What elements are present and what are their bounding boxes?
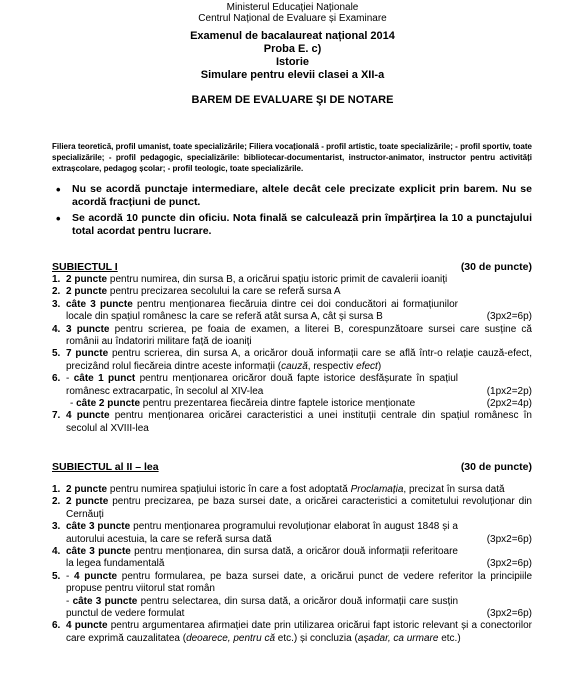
list-item: 5. - 4 puncte pentru formularea, pe baza sursei date, a oricărui punct de vedere referitor la principiile propuse pentru viitorul stat român - câte 3 puncte pentru selectarea, din sursa dată, a oricăror două informații care susțin punctul de vedere formulat (3px2=6p) — [52, 570, 533, 620]
subiect2-title: SUBIECTUL al II – lea — [52, 461, 159, 473]
list-item: 3. câte 3 puncte pentru menționarea fiecăruia dintre cei doi conducători ai formațiunilor locale din spațiul românesc la care se referă atât sursa A, cât și sursa B (3px2=6p) — [52, 298, 532, 323]
item-points: (2px2=4p) — [486, 398, 532, 410]
subiect2-points: (30 de puncte) — [460, 461, 532, 473]
list-item: 2. 2 puncte pentru precizarea, pe baza sursei date, a oricărei caracteristici a comitetului revoluționar din Cernăuți — [52, 496, 532, 520]
item-points: (3px2=6p) — [486, 533, 532, 545]
subiect1-title: SUBIECTUL I — [52, 261, 118, 273]
list-item: 1. 2 puncte pentru numirea spațiului istoric în care a fost adoptată Proclamația, precizat în sursa dată — [52, 484, 505, 495]
proba-title: Proba E. c) — [263, 43, 322, 55]
subiect2-header — [52, 461, 532, 474]
barem-title: BAREM DE EVALUARE ŞI DE NOTARE — [191, 94, 394, 106]
subiect1-items — [52, 274, 532, 435]
center-name: Centrul Național de Evaluare și Examinare — [198, 13, 387, 24]
item-points: (3px2=6p) — [486, 558, 532, 570]
item-points: (1px2=2p) — [486, 385, 532, 397]
ministry-name: Ministerul Educației Naționale — [226, 2, 359, 13]
list-item: 1. 2 puncte pentru numirea, din sursa B, a oricărui spațiu istoric primit de cavalerii ioaniți — [52, 274, 448, 285]
exam-title: Examenul de bacalaureat național 2014 — [190, 30, 395, 42]
subiect1-points: (30 de puncte) — [460, 261, 532, 273]
rule-item: • Nu se acordă punctaje intermediare, altele decât cele precizate explicit prin barem. Nu se acordă fracțiuni de punct. — [52, 183, 532, 209]
sub-item: - câte 2 puncte pentru prezentarea fiecăreia dintre faptele istorice menționate (2px2=4p) — [70, 398, 532, 410]
list-item: 4. câte 3 puncte pentru menționarea, din sursa dată, a oricăror două informații referitoare la legea fundamentală (3px2=6p) — [52, 546, 532, 570]
list-item: 6. 4 puncte pentru argumentarea afirmației date prin utilizarea oricărui fapt istoric relevant și a conectorilor care exprimă cauzalitatea (deoarece, pentru că etc.) și concluzia (așadar, ca urmare etc.) — [52, 620, 532, 644]
subject-title: Istorie — [275, 56, 309, 68]
item-points: (3px2=6p) — [486, 608, 532, 620]
filiera-paragraph: Filiera teoretică, profil umanist, toate specializările; Filiera vocațională - profil artistic, toate specializările; - profil sportiv, toate specializările; - profil pedagogic, specializările: bibliotecar-documentarist, instructor-animator, instructor pentru activități extrașcolare, pedagog școlar; - profil teologic, toate specializările. — [52, 142, 532, 173]
rule-item: • Se acordă 10 puncte din oficiu. Nota finală se calculează prin împărțirea la 10 a punctajului total acordat pentru lucrare. — [52, 212, 532, 238]
sub-item: - 4 puncte pentru formularea, pe baza sursei date, a oricărui punct de vedere referitor la principiile propuse pentru viitorul stat român — [66, 570, 533, 595]
list-item: 2. 2 puncte pentru precizarea secolului la care se referă sursa A — [52, 286, 341, 298]
sub-item: - câte 3 puncte pentru selectarea, din sursa dată, a oricăror două informații care susțin punctul de vedere formulat (3px2=6p) — [66, 595, 532, 620]
subiect1-header — [52, 261, 532, 274]
list-item: 7. 4 puncte pentru menționarea oricărei caracteristici a unei instituții centrale din spațiul românesc în secolul al XVIII-lea — [52, 410, 532, 434]
list-item: 5. 7 puncte pentru scrierea, din sursa A, a oricăror două informații care se află într-o relație cauză-efect, precizând rolul fiecăreia dintre aceste informații (cauză, respectiv efect) — [52, 348, 532, 372]
sub-item: - câte 1 punct pentru menționarea oricăror două fapte istorice desfășurate în spațiul românesc extracarpatic, în secolul al XIV-lea (1px2=2p) — [66, 373, 532, 397]
list-item: 4. 3 puncte pentru scrierea, pe foaia de examen, a literei B, corespunzătoare sursei care susține că românii au îndatoriri militare față de ioaniți — [52, 323, 532, 348]
item-points: (3px2=6p) — [486, 311, 532, 323]
list-item: 3. câte 3 puncte pentru menționarea programului revoluționar elaborat în august 1848 și a autorului acestuia, la care se referă sursa dată (3px2=6p) — [52, 521, 532, 545]
rules-list — [52, 183, 532, 241]
subiect2-items — [52, 484, 532, 645]
simulare-title: Simulare pentru elevii clasei a XII-a — [200, 69, 385, 81]
list-item: 6. - câte 1 punct pentru menționarea oricăror două fapte istorice desfășurate în spațiul românesc extracarpatic, în secolul al XIV-lea (1px2=2p) - câte 2 puncte pentru prezentarea fiecăreia dintre faptele istorice menționate (2px2=4p) — [52, 373, 532, 410]
